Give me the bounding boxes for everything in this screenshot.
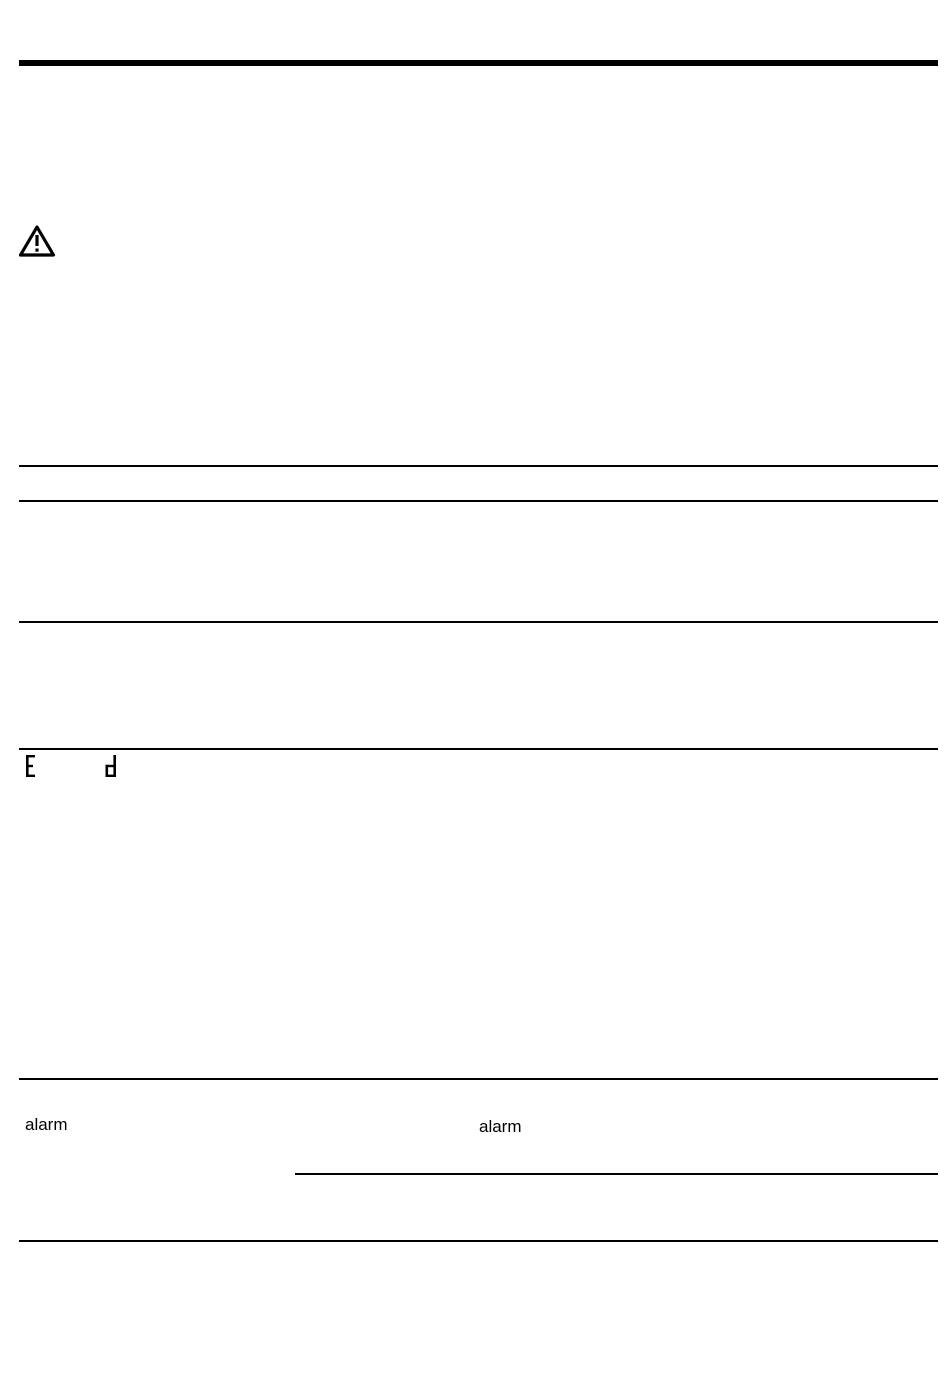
- alarm-label-left: alarm: [25, 1115, 68, 1134]
- warning-triangle-icon: [18, 224, 56, 258]
- table-rule: [19, 500, 938, 502]
- table-rule: [19, 621, 938, 623]
- segment-letter-e-icon: [24, 752, 38, 780]
- table-rule: [19, 1078, 938, 1080]
- table-rule: [19, 748, 938, 750]
- header-rule: [19, 60, 938, 66]
- table-rule: [19, 465, 938, 467]
- alarm-label-right: alarm: [479, 1117, 522, 1136]
- table-rule: [295, 1173, 938, 1175]
- table-rule: [19, 1240, 938, 1242]
- segment-letter-d-icon: [104, 752, 118, 780]
